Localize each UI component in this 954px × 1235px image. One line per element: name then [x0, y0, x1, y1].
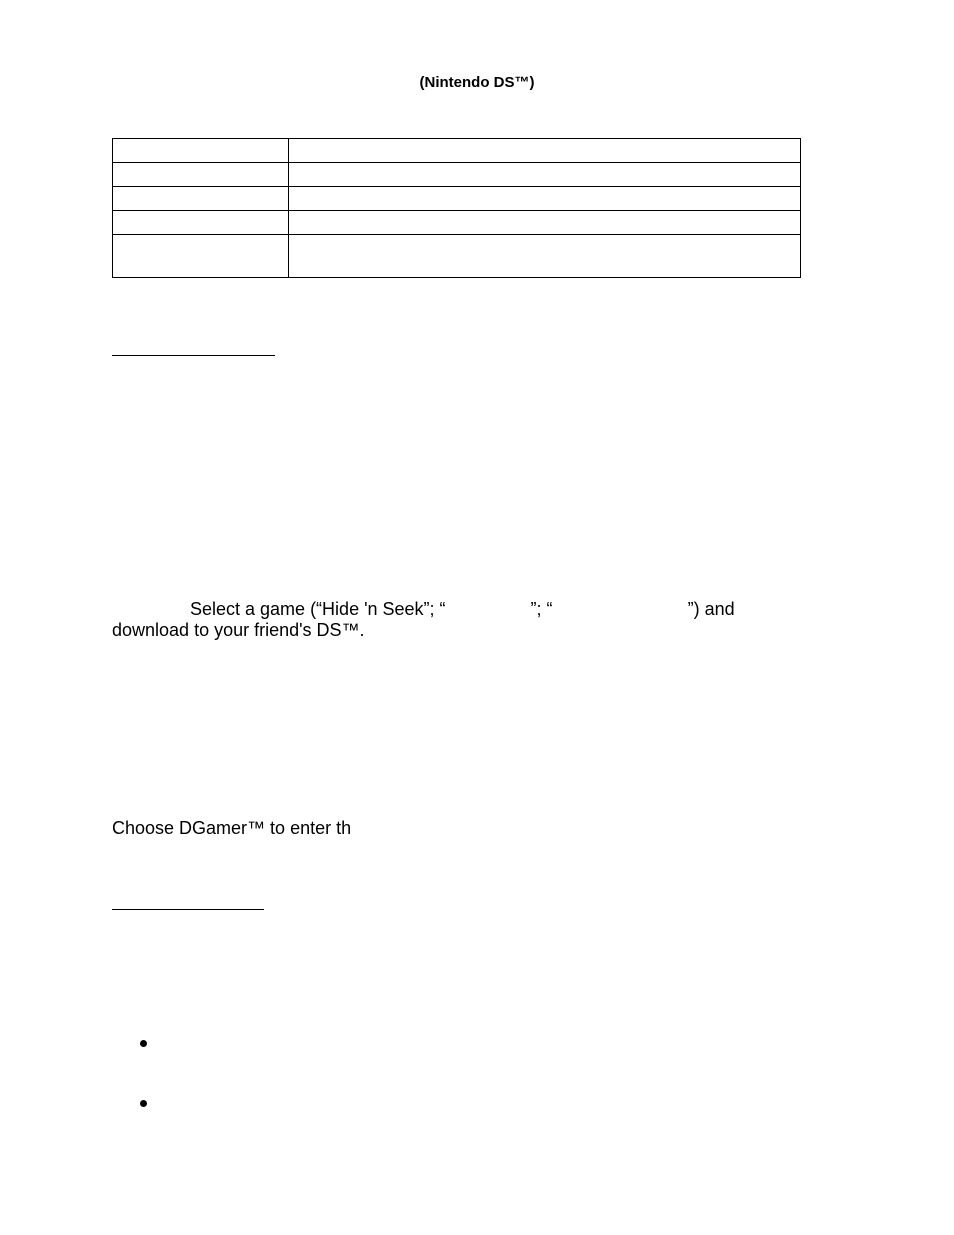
- table-row: [113, 139, 801, 163]
- table-row: [113, 163, 801, 187]
- spec-table: [112, 138, 801, 278]
- page-title: (Nintendo DS™): [419, 74, 535, 91]
- table-cell: [113, 187, 289, 211]
- table-cell: [113, 163, 289, 187]
- table-cell: [289, 235, 801, 278]
- table-row: [113, 235, 801, 278]
- instruction-line: download to your friend's DS™.: [112, 620, 365, 640]
- section-heading-underline: [112, 909, 264, 910]
- table-cell: [113, 211, 289, 235]
- instruction-line: Select a game (“Hide 'n Seek”; “ ”; “ ”) and: [190, 599, 735, 619]
- table-cell: [289, 163, 801, 187]
- bullet-point: [140, 1040, 147, 1047]
- bullet-point: [140, 1100, 147, 1107]
- section-heading-underline: [112, 355, 275, 356]
- table-cell: [113, 139, 289, 163]
- table-cell: [289, 187, 801, 211]
- table-row: [113, 187, 801, 211]
- table-row: [113, 211, 801, 235]
- table-cell: [289, 211, 801, 235]
- instruction-line: Choose DGamer™ to enter th: [112, 818, 352, 838]
- table-cell: [113, 235, 289, 278]
- table-cell: [289, 139, 801, 163]
